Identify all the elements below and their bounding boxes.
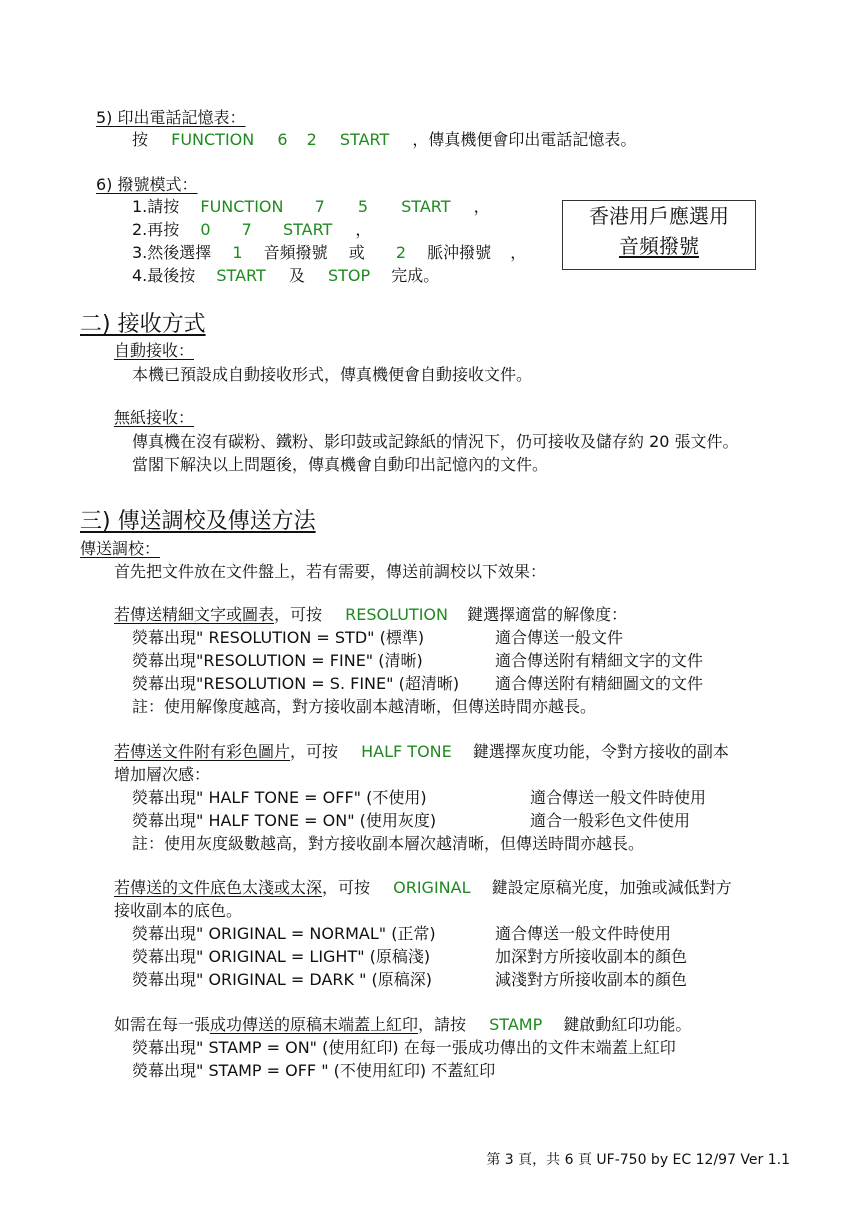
text: 音頻撥號 [263,243,328,262]
text: 完成。 [391,266,440,285]
auto-receive-heading: 自動接收： [114,341,195,360]
text: 1.請按 [132,197,180,216]
key-5: 5 [357,197,369,216]
text: 若傳送精細文字或圖表 [114,605,275,624]
stamp-line [114,1015,691,1035]
resolution-line [114,605,627,625]
paperless-text-2: 當閣下解決以上問題後，傳真機會自動印出記憶內的文件。 [132,455,549,474]
text: ，傳真機便會印出電話記憶表。 [412,130,637,149]
text: ，請按 [418,1015,467,1034]
resolution-row-2-label: 熒幕出現"RESOLUTION = FINE" (清晰) [132,651,423,670]
text: ， [473,197,490,216]
text: 3.然後選擇 [132,243,212,262]
original-row-1-label: 熒幕出現" ORIGINAL = NORMAL" (正常) [132,924,436,943]
text: 如需在每一張 [114,1015,211,1034]
paperless-heading: 無紙接收： [114,408,195,427]
text: 鍵啟動紅印功能。 [563,1015,692,1034]
text: 或 [348,243,365,262]
text: ， [510,243,527,262]
halftone-row-2-label: 熒幕出現" HALF TONE = ON" (使用灰度) [132,811,437,830]
halftone-row-1-desc: 適合傳送一般文件時使用 [530,788,707,807]
key-resolution: RESOLUTION [345,605,448,624]
original-line-2: 接收副本的底色。 [114,901,243,920]
resolution-row-1-label: 熒幕出現" RESOLUTION = STD" (標準) [132,628,425,647]
text: ，可按 [290,742,339,761]
key-stop: STOP [327,266,371,285]
halftone-row-1-label: 熒幕出現" HALF TONE = OFF" (不使用) [132,788,427,807]
text: ， [355,220,372,239]
text: 按 [132,130,149,149]
text: 及 [288,266,305,285]
stamp-row-1: 熒幕出現" STAMP = ON" (使用紅印) 在每一張成功傳出的文件末端蓋上紅印 [132,1038,676,1057]
text: 鍵設定原稿光度，加強或減低對方 [491,878,732,897]
key-function: FUNCTION [200,197,284,216]
paperless-text-1: 傳真機在沒有碳粉、鐵粉、影印鼓或記錄紙的情況下，仍可接收及儲存約 20 張文件。 [132,432,739,451]
section-2-title: 二) 接收方式 [80,312,206,337]
key-7: 7 [314,197,325,216]
key-1: 1 [232,243,243,262]
original-row-1-desc: 適合傳送一般文件時使用 [495,924,672,943]
note-line-1: 香港用戶應選用 [589,204,729,228]
send-adjust-intro: 首先把文件放在文件盤上，若有需要，傳送前調校以下效果： [114,562,547,581]
section-5-line [132,130,636,150]
original-row-2-desc: 加深對方所接收副本的顏色 [495,947,688,966]
key-2: 2 [395,243,407,262]
halftone-line [114,742,729,762]
stamp-row-2: 熒幕出現" STAMP = OFF " (不使用紅印) 不蓋紅印 [132,1061,496,1080]
send-adjust-heading: 傳送調校： [80,539,161,558]
original-row-2-label: 熒幕出現" ORIGINAL = LIGHT" (原稿淺) [132,947,431,966]
key-function: FUNCTION [171,130,255,149]
dial-step-4 [132,266,439,286]
key-start: START [401,197,451,216]
text: 鍵選擇灰度功能，令對方接收的副本 [472,742,729,761]
text: 若傳送的文件底色太淺或太深 [114,878,323,897]
note-line-2: 音頻撥號 [619,234,699,258]
text: 2.再按 [132,220,180,239]
section-5-heading: 5) 印出電話記憶表： [96,108,246,127]
key-start: START [282,220,333,239]
dial-step-3 [132,243,526,263]
text: 成功傳送的原稿末端蓋上紅印 [210,1015,419,1034]
text: ，可按 [274,605,323,624]
resolution-row-2-desc: 適合傳送附有精細文字的文件 [495,651,704,670]
text: 4.最後按 [132,266,196,285]
halftone-row-2-desc: 適合一般彩色文件使用 [530,811,691,830]
halftone-note: 註：使用灰度級數越高，對方接收副本層次越清晰，但傳送時間亦越長。 [132,834,645,853]
key-half-tone: HALF TONE [361,742,452,761]
key-7: 7 [241,220,252,239]
resolution-row-3-label: 熒幕出現"RESOLUTION = S. FINE" (超清晰) [132,674,460,693]
section-3-title: 三) 傳送調校及傳送方法 [80,509,316,534]
text: 脈沖撥號 [427,243,492,262]
auto-receive-text: 本機已預設成自動接收形式，傳真機便會自動接收文件。 [132,365,533,384]
key-2: 2 [306,130,317,149]
resolution-row-1-desc: 適合傳送一般文件 [495,628,624,647]
key-original: ORIGINAL [393,878,471,897]
hk-note-box [562,200,756,270]
key-stamp: STAMP [489,1015,543,1034]
page-footer: 第 3 頁，共 6 頁 UF-750 by EC 12/97 Ver 1.1 [486,1152,790,1168]
original-line [114,878,732,898]
text: ，可按 [322,878,371,897]
original-row-3-label: 熒幕出現" ORIGINAL = DARK " (原稿深) [132,970,433,989]
key-start: START [216,266,266,285]
key-6: 6 [277,130,288,149]
text: 若傳送文件附有彩色圖片 [114,742,291,761]
resolution-note: 註：使用解像度越高，對方接收副本越清晰，但傳送時間亦越長。 [132,697,597,716]
key-0: 0 [200,220,211,239]
key-start: START [339,130,390,149]
dial-step-2 [132,220,371,240]
resolution-row-3-desc: 適合傳送附有精細圖文的文件 [495,674,704,693]
section-6-heading: 6) 撥號模式： [96,175,198,194]
dial-step-1 [132,197,490,217]
original-row-3-desc: 減淺對方所接收副本的顏色 [495,970,688,989]
text: 鍵選擇適當的解像度： [467,605,628,624]
halftone-line-2: 增加層次感： [114,765,211,784]
